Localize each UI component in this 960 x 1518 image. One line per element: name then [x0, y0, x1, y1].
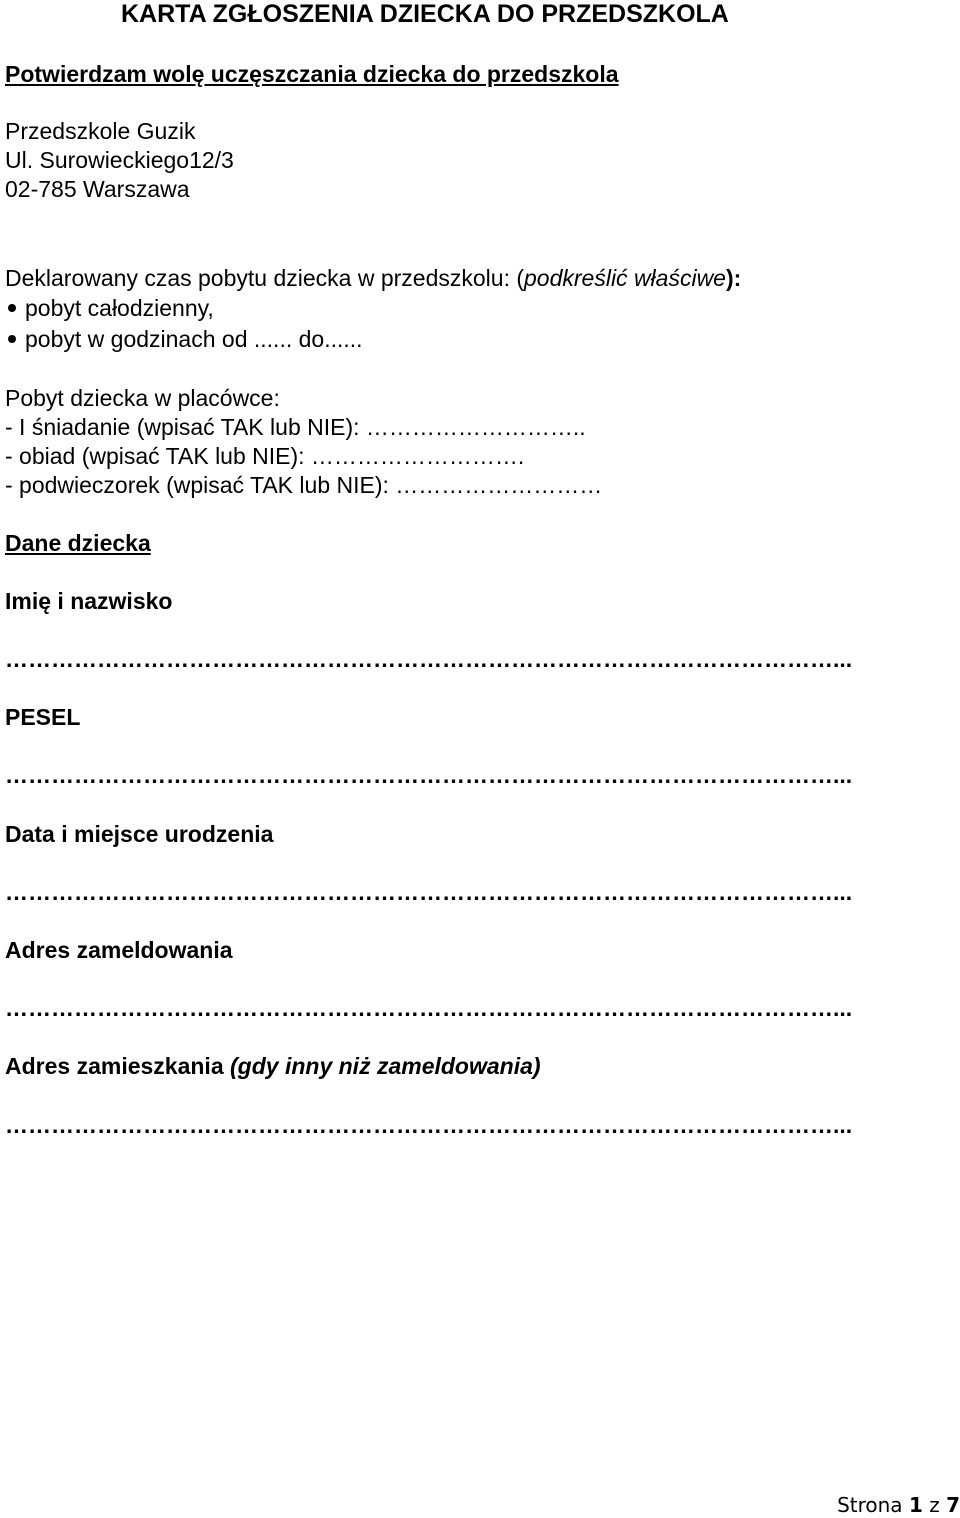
declared-end: ): — [725, 265, 742, 291]
birth-label: Data i miejsce urodzenia — [5, 821, 274, 847]
residence-address-field[interactable]: ………………………………………………………………………………………………... — [5, 1112, 853, 1138]
declared-time-label — [5, 264, 741, 292]
option-full-day[interactable] — [5, 294, 214, 322]
snack-field[interactable]: - podwieczorek (wpisać TAK lub NIE): ……………………… — [5, 472, 603, 498]
kindergarten-street: Ul. Surowieckiego12/3 — [5, 147, 234, 173]
bullet-icon — [8, 335, 16, 343]
residence-note: (gdy inny niż zameldowania) — [230, 1053, 541, 1079]
child-data-heading: Dane dziecka — [5, 530, 151, 556]
residence-label-text: Adres zamieszkania — [5, 1053, 231, 1079]
kindergarten-city: 02-785 Warszawa — [5, 176, 190, 202]
lunch-field[interactable]: - obiad (wpisać TAK lub NIE): ………………………. — [5, 443, 525, 469]
current-page: 1 — [908, 1493, 923, 1517]
option-hours-label: pobyt w godzinach od ...... do...... — [25, 326, 363, 352]
total-pages: 7 — [946, 1493, 960, 1517]
registered-address-field[interactable]: ………………………………………………………………………………………………... — [5, 995, 853, 1021]
page-title: KARTA ZGŁOSZENIA DZIECKA DO PRZEDSZKOLA — [121, 0, 729, 28]
page-number — [837, 1492, 960, 1518]
page-prefix: Strona — [837, 1493, 909, 1517]
option-full-day-label: pobyt całodzienny, — [25, 295, 214, 321]
name-field[interactable]: ………………………………………………………………………………………………... — [5, 646, 853, 672]
declared-hint: podkreślić właściwe — [524, 265, 726, 291]
bullet-icon — [8, 304, 16, 312]
confirm-statement: Potwierdzam wolę uczęszczania dziecka do przedszkola — [5, 61, 619, 87]
birth-field[interactable]: ………………………………………………………………………………………………... — [5, 879, 853, 905]
declared-label-text: Deklarowany czas pobytu dziecka w przedszkolu: ( — [5, 265, 525, 291]
registered-address-label: Adres zameldowania — [5, 937, 233, 963]
name-label: Imię i nazwisko — [5, 588, 173, 614]
pesel-field[interactable]: ………………………………………………………………………………………………... — [5, 762, 853, 788]
pesel-label: PESEL — [5, 704, 81, 730]
option-hours[interactable] — [5, 325, 363, 353]
page-sep: z — [922, 1493, 947, 1517]
kindergarten-name: Przedszkole Guzik — [5, 118, 196, 144]
breakfast-field[interactable]: - I śniadanie (wpisać TAK lub NIE): ……………………….. — [5, 414, 586, 440]
stay-heading: Pobyt dziecka w placówce: — [5, 385, 280, 411]
residence-address-label — [5, 1052, 541, 1080]
